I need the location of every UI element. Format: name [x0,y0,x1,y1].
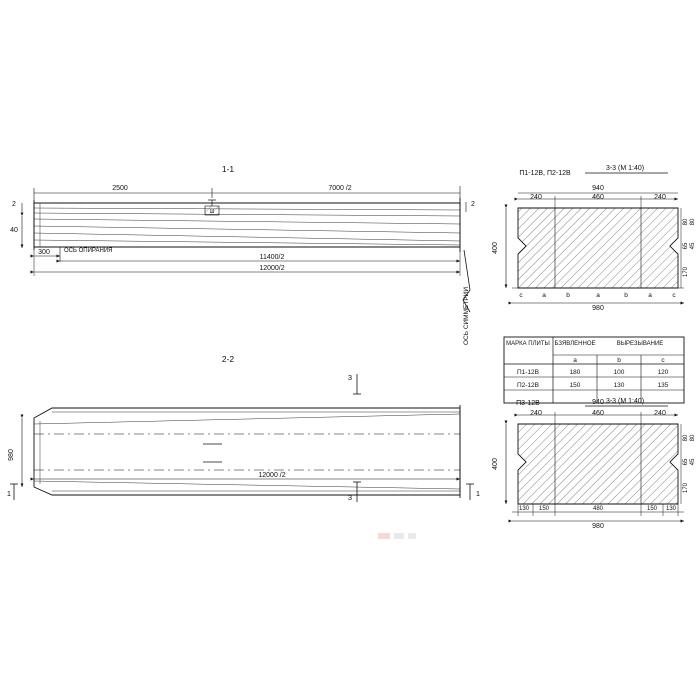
letter-c-1: c [519,292,523,299]
section-marker-3-bottom-label: 3 [347,493,353,502]
dim-right-2: 2 [471,201,475,208]
cross-top-dim-940: 940 [592,185,604,192]
letter-a-3: a [648,292,652,299]
watermark-marks [378,533,416,539]
cross-bottom-caption-left: П3-12В [516,400,540,407]
symmetry-note: ОСЬ СИММЕТРИИ [463,286,470,345]
cross-top-dim-460: 460 [592,194,604,201]
cross-top-caption-left: П1-12В, П2-12В [519,170,571,177]
plan-dim-12000: 12000 /2 [258,472,286,479]
table-col-label-a: a [573,357,577,364]
cross-top-dim-240-left: 240 [530,194,542,201]
cross-top-dim-400: 400 [492,242,499,254]
section-1-1-group [10,164,475,345]
table-row-1-mark: П2-12В [516,382,540,389]
cross-bottom-dim-80a: 80 [683,434,689,442]
table-row-1-a: 150 [569,382,581,389]
cross-top-caption-right: 3-3 (М 1:40) [605,165,645,172]
section-1-1-title: 1-1 [221,164,235,174]
dim-12000: 12000/2 [259,265,285,272]
section-marker-1-left-label: 1 [6,489,12,498]
cross-bottom-profile [518,424,678,504]
dim-11400: 11400/2 [259,254,285,261]
section-2-2-title: 2-2 [221,354,235,364]
cross-bottom-dim-980: 980 [592,523,604,530]
letter-a-2: a [596,292,600,299]
plan-dim-980: 980 [8,449,15,461]
cross-bottom-dim-45: 45 [690,458,696,466]
cross-bottom-dim-130-r: 130 [665,506,677,512]
table-row-1-b: 130 [613,382,625,389]
table-row-0-b: 100 [613,369,625,376]
cross-bottom-dim-940: 940 [592,399,604,406]
table-row-1-c: 135 [657,382,669,389]
cross-bottom-caption-right: 3-3 (М 1:40) [605,398,645,405]
cross-section-top-group [492,165,696,312]
cross-bottom-dim-65: 65 [683,458,689,466]
cross-section-bottom-group [492,398,696,530]
section-marker-1-left [7,484,18,500]
cross-top-dim-980: 980 [592,305,604,312]
section-marker-3-top [348,373,361,394]
section-marker-1-right [466,484,480,500]
cross-bottom-dim-480: 480 [592,506,604,512]
dim-300: 300 [38,249,50,256]
section-marker-1-right-label: 1 [475,489,481,498]
dim-left-40: 40 [10,227,18,234]
cross-bottom-dim-130-l: 130 [518,506,530,512]
cross-top-profile [518,208,678,288]
cross-bottom-dim-460: 460 [592,410,604,417]
support-axis-label: ОСЬ ОПИРАНИЯ [64,248,113,254]
section-marker-3-top-label: 3 [347,373,353,382]
table-row-0-a: 180 [569,369,581,376]
dim-top-2500: 2500 [112,185,128,192]
table-row-0-c: 120 [657,369,669,376]
hatch-marker [205,200,219,215]
table-row-0-mark: П1-12В [516,369,540,376]
cross-top-dim-80a: 80 [683,218,689,226]
cross-bottom-dim-150-r: 150 [646,506,658,512]
cross-bottom-dim-170: 170 [683,482,689,494]
table-col-label-b: b [617,357,621,364]
cross-bottom-dim-400: 400 [492,458,499,470]
marks-table [504,337,684,403]
table-header-mark-1: МАРКА ПЛИТЫ [506,341,550,347]
letter-a-1: a [542,292,546,299]
letter-b-2: b [624,292,628,299]
cross-top-dim-80b: 80 [690,218,696,226]
cross-top-dim-45: 45 [690,242,696,250]
section-2-2-group [7,354,480,502]
table-header-2: БЗЯВЛЕННОЕ [554,341,596,347]
dim-top-7000: 7000 /2 [328,185,352,192]
letter-c-2: c [672,292,676,299]
cross-top-dim-170: 170 [683,266,689,278]
cross-top-dim-65: 65 [683,242,689,250]
letter-b-1: b [566,292,570,299]
dim-left-2: 2 [12,201,16,208]
cross-top-letters [519,292,676,299]
cross-top-dim-240-right: 240 [654,194,666,201]
table-header-3: ВЫРЕЗЫВАНИЕ [616,341,664,347]
cross-bottom-dim-80b: 80 [690,434,696,442]
cross-bottom-dim-240-left: 240 [530,410,542,417]
hatch-marker-label: Ш [209,209,215,215]
cross-bottom-dim-150-l: 150 [538,506,550,512]
cross-bottom-dim-240-right: 240 [654,410,666,417]
table-col-label-c: c [661,357,665,364]
